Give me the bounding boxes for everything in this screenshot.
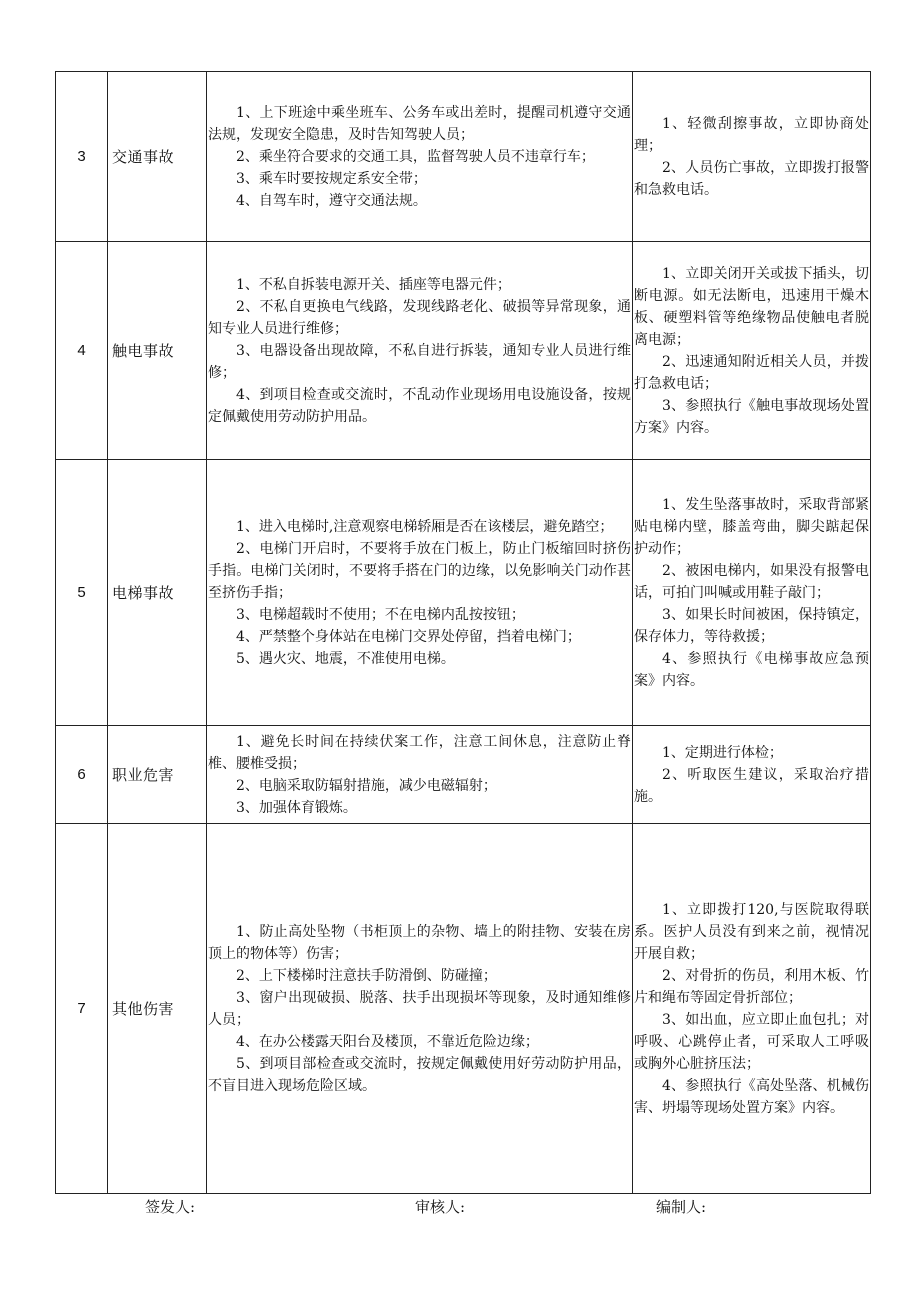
- prevention-item: 2、电梯门开启时，不要将手放在门板上，防止门板缩回时挤伤手指。电梯门关闭时，不要将手搭在门的边缘，以免影响关门动作甚至挤伤手指；: [208, 540, 631, 601]
- hazard-name: 职业危害: [108, 726, 207, 824]
- response-item: 3、如出血，应立即止血包扎；对呼吸、心跳停止者，可采取人工呼吸或胸外心脏挤压法；: [634, 1011, 869, 1072]
- prevention-item: 2、乘坐符合要求的交通工具，监督驾驶人员不违章行车；: [236, 148, 595, 165]
- hazard-name: 触电事故: [108, 242, 207, 460]
- prevention-item: 3、窗户出现破损、脱落、扶手出现损坏等现象，及时通知维修人员；: [208, 989, 631, 1028]
- prevention-item: 2、上下楼梯时注意扶手防滑倒、防碰撞；: [236, 967, 497, 984]
- prevention-item: 4、到项目检查或交流时，不乱动作业现场用电设施设备，按规定佩戴使用劳动防护用品。: [208, 386, 631, 425]
- response-measures: [633, 726, 871, 824]
- prevention-measures: [207, 460, 633, 726]
- table-row: [56, 726, 871, 824]
- response-measures: [633, 460, 871, 726]
- response-measures: [633, 824, 871, 1194]
- prevention-item: 1、上下班途中乘坐班车、公务车或出差时，提醒司机遵守交通法规，发现安全隐患，及时告知驾驶人员；: [208, 104, 631, 143]
- response-item: 2、听取医生建议，采取治疗措施。: [634, 766, 869, 805]
- hazard-name: 其他伤害: [108, 824, 207, 1194]
- prevention-item: 2、电脑采取防辐射措施，减少电磁辐射；: [236, 777, 497, 794]
- prevention-item: 5、遇火灾、地震，不准使用电梯。: [236, 650, 455, 667]
- prevention-measures: [207, 726, 633, 824]
- issuer-label: 签发人:: [145, 1198, 196, 1216]
- prevention-item: 1、避免长时间在持续伏案工作，注意工间休息，注意防止脊椎、腰椎受损；: [208, 733, 631, 772]
- hazard-table: [55, 71, 871, 1194]
- prevention-item: 5、到项目部检查或交流时，按规定佩戴使用好劳动防护用品，不盲目进入现场危险区域。: [208, 1055, 631, 1094]
- response-measures: [633, 242, 871, 460]
- response-item: 1、立即拨打120,与医院取得联系。医护人员没有到来之前，视情况开展自救；: [634, 901, 869, 962]
- response-item: 4、参照执行《电梯事故应急预案》内容。: [634, 650, 869, 689]
- hazard-name: 电梯事故: [108, 460, 207, 726]
- table-row: [56, 460, 871, 726]
- response-measures: [633, 72, 871, 242]
- row-number: 4: [56, 242, 108, 460]
- response-item: 1、发生坠落事故时，采取背部紧贴电梯内壁，膝盖弯曲，脚尖踮起保护动作；: [634, 496, 869, 557]
- prevention-item: 4、严禁整个身体站在电梯门交界处停留，挡着电梯门；: [236, 628, 581, 645]
- prevention-item: 3、电器设备出现故障，不私自进行拆装，通知专业人员进行维修；: [208, 342, 631, 381]
- response-item: 1、定期进行体检；: [662, 744, 783, 761]
- prevention-measures: [207, 824, 633, 1194]
- table-row: [56, 824, 871, 1194]
- prevention-item: 2、不私自更换电气线路，发现线路老化、破损等异常现象，通知专业人员进行维修；: [208, 298, 631, 337]
- prevention-item: 1、防止高处坠物（书柜顶上的杂物、墙上的附挂物、安装在房顶上的物体等）伤害；: [208, 923, 631, 962]
- prevention-item: 4、自驾车时，遵守交通法规。: [236, 192, 427, 209]
- reviewer-label: 审核人:: [415, 1198, 466, 1216]
- prevention-item: 4、在办公楼露天阳台及楼顶，不靠近危险边缘；: [236, 1033, 539, 1050]
- response-item: 2、对骨折的伤员，利用木板、竹片和绳布等固定骨折部位；: [634, 967, 869, 1006]
- prevention-measures: [207, 242, 633, 460]
- response-item: 2、迅速通知附近相关人员，并拨打急救电话；: [634, 353, 869, 392]
- prevention-item: 3、乘车时要按规定系安全带；: [236, 170, 427, 187]
- row-number: 7: [56, 824, 108, 1194]
- response-item: 2、被困电梯内，如果没有报警电话，可拍门叫喊或用鞋子敲门；: [634, 562, 869, 601]
- response-item: 3、参照执行《触电事故现场处置方案》内容。: [634, 397, 869, 436]
- response-item: 4、参照执行《高处坠落、机械伤害、坍塌等现场处置方案》内容。: [634, 1077, 869, 1116]
- table-row: [56, 242, 871, 460]
- signature-footer: [0, 1196, 920, 1218]
- response-item: 2、人员伤亡事故，立即拨打报警和急救电话。: [634, 159, 869, 198]
- response-item: 3、如果长时间被困，保持镇定，保存体力，等待救援；: [634, 606, 869, 645]
- compiler-label: 编制人:: [656, 1198, 707, 1216]
- row-number: 6: [56, 726, 108, 824]
- prevention-item: 1、进入电梯时,注意观察电梯轿厢是否在该楼层，避免踏空；: [236, 518, 614, 535]
- prevention-item: 3、加强体育锻炼。: [236, 799, 357, 816]
- hazard-name: 交通事故: [108, 72, 207, 242]
- table-row: [56, 72, 871, 242]
- row-number: 5: [56, 460, 108, 726]
- response-item: 1、立即关闭开关或拔下插头，切断电源。如无法断电，迅速用干燥木板、硬塑料管等绝缘物品使触电者脱离电源；: [634, 265, 869, 348]
- prevention-item: 1、不私自拆装电源开关、插座等电器元件；: [236, 276, 511, 293]
- prevention-item: 3、电梯超载时不使用；不在电梯内乱按按钮；: [236, 606, 525, 623]
- response-item: 1、轻微刮擦事故，立即协商处理；: [634, 115, 869, 154]
- prevention-measures: [207, 72, 633, 242]
- row-number: 3: [56, 72, 108, 242]
